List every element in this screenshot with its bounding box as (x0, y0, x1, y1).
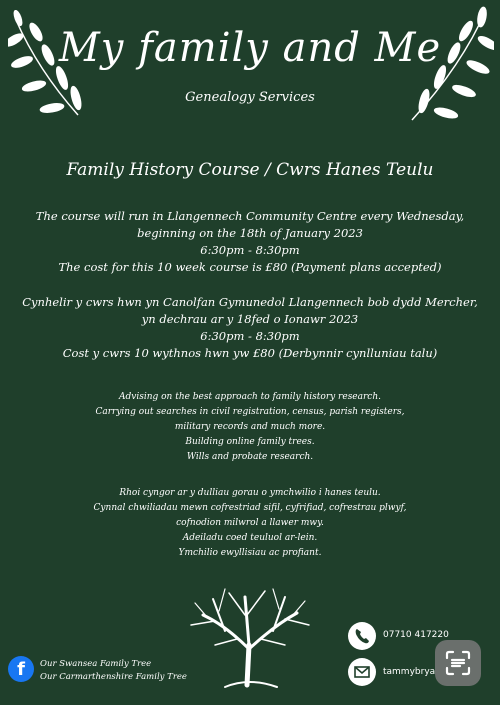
text-line: Ymchilio ewyllisiau ac profiant. (178, 548, 322, 558)
scan-button[interactable] (435, 640, 481, 686)
facebook-icon[interactable]: f (8, 656, 34, 682)
text-line: The cost for this 10 week course is £80 (Payment plans accepted) (58, 260, 442, 274)
services-english (20, 390, 480, 465)
facebook-page-swansea[interactable]: Our Swansea Family Tree (40, 659, 152, 669)
phone-icon[interactable] (348, 622, 376, 650)
course-heading: Family History Course / Cwrs Hanes Teulu (66, 160, 434, 180)
text-line: Adeiladu coed teuluol ar-lein. (182, 533, 318, 543)
text-line: 6:30pm - 8:30pm (200, 329, 300, 343)
page-title: My family and Me (58, 25, 442, 71)
page-subtitle: Genealogy Services (185, 90, 315, 105)
text-line: Cost y cwrs 10 wythnos hwn yw £80 (Derbynnir cynlluniau talu) (62, 346, 438, 360)
text-line: Building online family trees. (185, 437, 315, 447)
facebook-page-carmarthenshire[interactable]: Our Carmarthenshire Family Tree (40, 672, 187, 682)
text-line: Cynnal chwiliadau mewn cofrestriad sifil, cyfrifiad, cofrestrau plwyf, (93, 503, 407, 513)
tree-icon (185, 585, 315, 690)
course-welsh (20, 294, 480, 362)
course-english (20, 208, 480, 276)
services-welsh (20, 486, 480, 561)
text-line: cofnodion milwrol a llawer mwy. (176, 518, 324, 528)
phone-number[interactable]: 07710 417220 (383, 630, 449, 640)
text-line: 6:30pm - 8:30pm (200, 243, 300, 257)
facebook-pages (40, 658, 187, 684)
text-line: Cynhelir y cwrs hwn yn Canolfan Gymunedol Llangennech bob dydd Mercher, (22, 295, 478, 309)
text-line: Rhoi cyngor ar y dulliau gorau o ymchwilio i hanes teulu. (119, 488, 381, 498)
text-line: Wills and probate research. (186, 452, 314, 462)
text-line: military records and much more. (174, 422, 326, 432)
mail-icon[interactable] (348, 658, 376, 686)
text-line: Carrying out searches in civil registration, census, parish registers, (95, 407, 405, 417)
email-address[interactable]: tammybrya (383, 667, 436, 677)
scan-icon (435, 640, 481, 686)
text-line: Advising on the best approach to family history research. (118, 392, 381, 402)
text-line: beginning on the 18th of January 2023 (137, 226, 363, 240)
text-line: The course will run in Llangennech Community Centre every Wednesday, (35, 209, 465, 223)
text-line: yn dechrau ar y 18fed o Ionawr 2023 (141, 312, 359, 326)
